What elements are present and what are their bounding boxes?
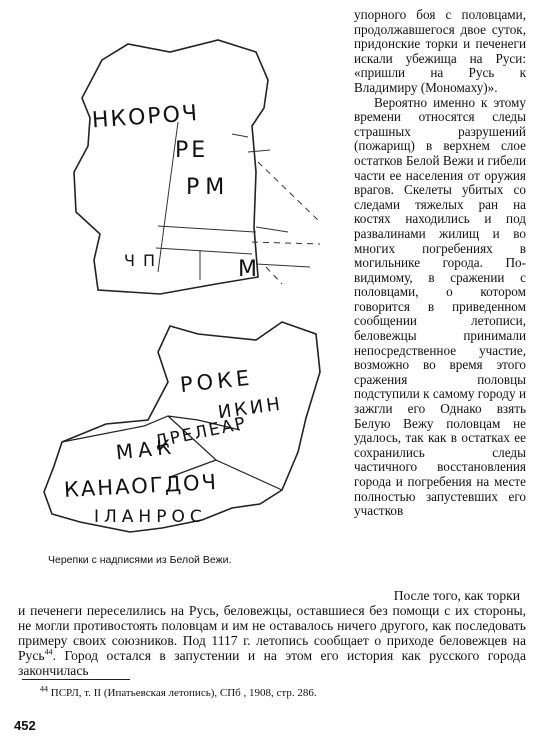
inscription-top-line-2: РЕ xyxy=(175,138,209,163)
inscription-bottom-line-6: ІЛАНРОС xyxy=(94,507,207,527)
bottom-paragraph xyxy=(18,603,526,678)
paragraph-1: упорного боя с половцами, продолжавшегося двое суток, придонские торки и печенеги искали убежища на Руси: «пришли на Русь к Владимиру (Мономаху)». xyxy=(354,7,526,95)
bottom-tail: . Город остался в запустении и на этом его история как русского города закончилась xyxy=(18,648,526,678)
inscription-bottom-line-2: ИКИН xyxy=(216,393,285,424)
inscription-bottom-line-1: РОКЕ xyxy=(178,365,255,398)
inscription-top-line-4: ЧП xyxy=(124,251,163,270)
inscription-bottom-line-3: ДРЕЛЕАР xyxy=(153,413,249,453)
inscription-bottom-line-5: КАНАОГДОЧ xyxy=(63,469,219,503)
inscription-top-line-3: РМ xyxy=(186,175,231,200)
footnote-divider xyxy=(22,679,130,680)
figure-caption: Черепки с надписями из Белой Вежи. xyxy=(48,554,232,566)
page-number: 452 xyxy=(14,718,36,733)
bottom-text xyxy=(18,588,526,678)
right-column-text xyxy=(354,8,526,519)
inscription-top-line-5: М xyxy=(238,257,257,282)
paragraph-2: Вероятно именно к этому времени относятся следы страшных разрушений (пожарищ) в верхнем слое остатков Белой Вежи и гибели части ее населения от оружия врагов. Скелеты убитых со следами тяжелых ран на костях находились и под развалинами жилищ и во многих погребениях в могильнике города. По-видимому, в сражении с половцами, о котором говорится в приведенном сообщении летописи, беловежцы принимали непосредственное участие, возможно во время этого сражения половцы подступили к самому городу и зажгли его Однако взять Белую Вежу половцам не удалось, так как в остатках ее сохранились следы частичного восстановления города и погребения на месте полностью запустевших его участков xyxy=(354,94,526,519)
upper-sherd-outline xyxy=(74,40,268,294)
inscription-top-line-1: НКОРОЧ xyxy=(91,101,200,134)
bottom-body: и печенеги переселились на Русь, беловежцы, оставшиеся без помощи с их стороны, не могли противостоять половцам и им не оставалось ничего другого, как последовать примеру своих союзников. Под 1117 г. летопись сообщает о приходе беловежцев на Русь xyxy=(18,603,526,663)
sherds-figure xyxy=(20,22,338,562)
inscription-bottom-line-4: МАК xyxy=(114,434,177,465)
footnote-text: ПСРЛ, т. II (Ипатьевская летопись), СПб , 1908, стр. 286. xyxy=(50,687,317,699)
bottom-lead-line xyxy=(18,588,526,603)
bottom-lead: После того, как торки xyxy=(393,588,520,603)
footnote-ref[interactable]: 44 xyxy=(44,647,53,657)
footnote xyxy=(40,684,520,699)
sherds-drawing xyxy=(20,22,338,562)
footnote-number: 44 xyxy=(40,684,48,694)
